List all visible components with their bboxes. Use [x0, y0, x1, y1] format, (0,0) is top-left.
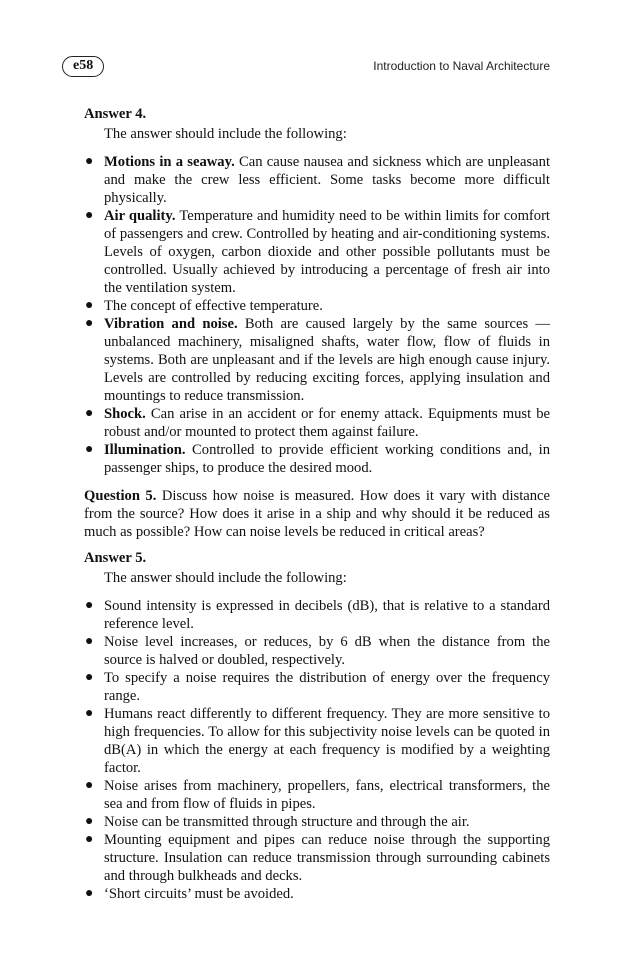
page-content: [84, 105, 550, 903]
item-text: ‘Short circuits’ must be avoided.: [104, 886, 294, 902]
page-header: [62, 56, 550, 80]
list-item: [84, 777, 550, 813]
list-item: [84, 405, 550, 441]
bullet-icon: ●: [85, 208, 94, 223]
item-text: Can arise in an accident or for enemy attack. Equipments must be robust and/or mounted to protect them against failure.: [104, 406, 550, 440]
list-item: [84, 633, 550, 669]
answer-4-intro: The answer should include the following:: [104, 126, 347, 142]
answer-4-heading: Answer 4.: [84, 106, 147, 122]
list-item: [84, 813, 550, 831]
bullet-icon: ●: [85, 154, 94, 169]
bullet-icon: ●: [85, 778, 94, 793]
bullet-icon: ●: [85, 670, 94, 685]
item-term: Motions in a seaway.: [104, 154, 235, 170]
item-term: Vibration and noise.: [104, 316, 238, 332]
answer-5-heading: Answer 5.: [84, 550, 147, 566]
item-text: Noise level increases, or reduces, by 6 dB when the distance from the source is halved or doubled, respectively.: [104, 634, 550, 668]
answer-5-intro: The answer should include the following:: [104, 570, 347, 586]
bullet-icon: ●: [85, 316, 94, 331]
list-item: [84, 441, 550, 477]
list-item: [84, 597, 550, 633]
bullet-icon: ●: [85, 442, 94, 457]
bullet-icon: ●: [85, 298, 94, 313]
item-text: Humans react differently to different frequency. They are more sensitive to high frequencies. To allow for this subjectivity noise levels can be quoted in dB(A) in which the energy at each frequency is modified by a weighting factor.: [104, 706, 550, 776]
bullet-icon: ●: [85, 832, 94, 847]
item-text: Mounting equipment and pipes can reduce noise through the supporting structure. Insulation can reduce transmission through surrounding cabinets and through bulkheads and decks.: [104, 832, 550, 884]
item-text: Noise can be transmitted through structure and through the air.: [104, 814, 470, 830]
question-5-label: Question 5.: [84, 488, 157, 504]
item-text: Both are caused largely by the same sources — unbalanced machinery, misaligned shafts, water flow, flow of fluids in systems. Both are unpleasant and if the levels are high enough cause injury. Levels are controlled by reducing exciting forces, applying insulation and mountings to reduce transmission.: [104, 316, 550, 404]
list-item: [84, 885, 550, 903]
item-text: Sound intensity is expressed in decibels (dB), that is relative to a standard reference level.: [104, 598, 550, 632]
bullet-icon: ●: [85, 886, 94, 901]
bullet-icon: ●: [85, 706, 94, 721]
bullet-icon: ●: [85, 814, 94, 829]
item-text: To specify a noise requires the distribution of energy over the frequency range.: [104, 670, 550, 704]
list-item: [84, 669, 550, 705]
item-text: Noise arises from machinery, propellers, fans, electrical transformers, the sea and from flow of fluids in pipes.: [104, 778, 550, 812]
list-item: [84, 207, 550, 297]
answer-4-list: [84, 153, 550, 477]
list-item: [84, 315, 550, 405]
question-5-text: Discuss how noise is measured. How does it vary with distance from the source? How does it arise in a ship and why should it be reduced as much as possible? How can noise levels be reduced in critical areas?: [84, 488, 550, 540]
answer-5-list: [84, 597, 550, 903]
bullet-icon: ●: [85, 634, 94, 649]
item-text: The concept of effective temperature.: [104, 298, 323, 314]
bullet-icon: ●: [85, 598, 94, 613]
question-5: [84, 487, 550, 541]
list-item: [84, 297, 550, 315]
list-item: [84, 705, 550, 777]
item-text: Can cause nausea and sickness which are unpleasant and make the crew less efficient. Some tasks become more difficult physically.: [104, 154, 551, 206]
item-term: Shock.: [104, 406, 146, 422]
running-title: Introduction to Naval Architecture: [373, 59, 550, 73]
item-term: Air quality.: [104, 208, 176, 224]
list-item: [84, 831, 550, 885]
item-term: Illumination.: [104, 442, 186, 458]
page-number: e58: [62, 56, 104, 77]
item-text: Controlled to provide efficient working conditions and, in passenger ships, to produce the desired mood.: [104, 442, 550, 476]
item-text: Temperature and humidity need to be within limits for comfort of passengers and crew. Controlled by heating and air-conditioning systems. Levels of oxygen, carbon dioxide and other possible pollutants must be controlled. Usually achieved by introducing a percentage of fresh air into the ventilation system.: [104, 208, 550, 296]
list-item: [84, 153, 550, 207]
bullet-icon: ●: [85, 406, 94, 421]
